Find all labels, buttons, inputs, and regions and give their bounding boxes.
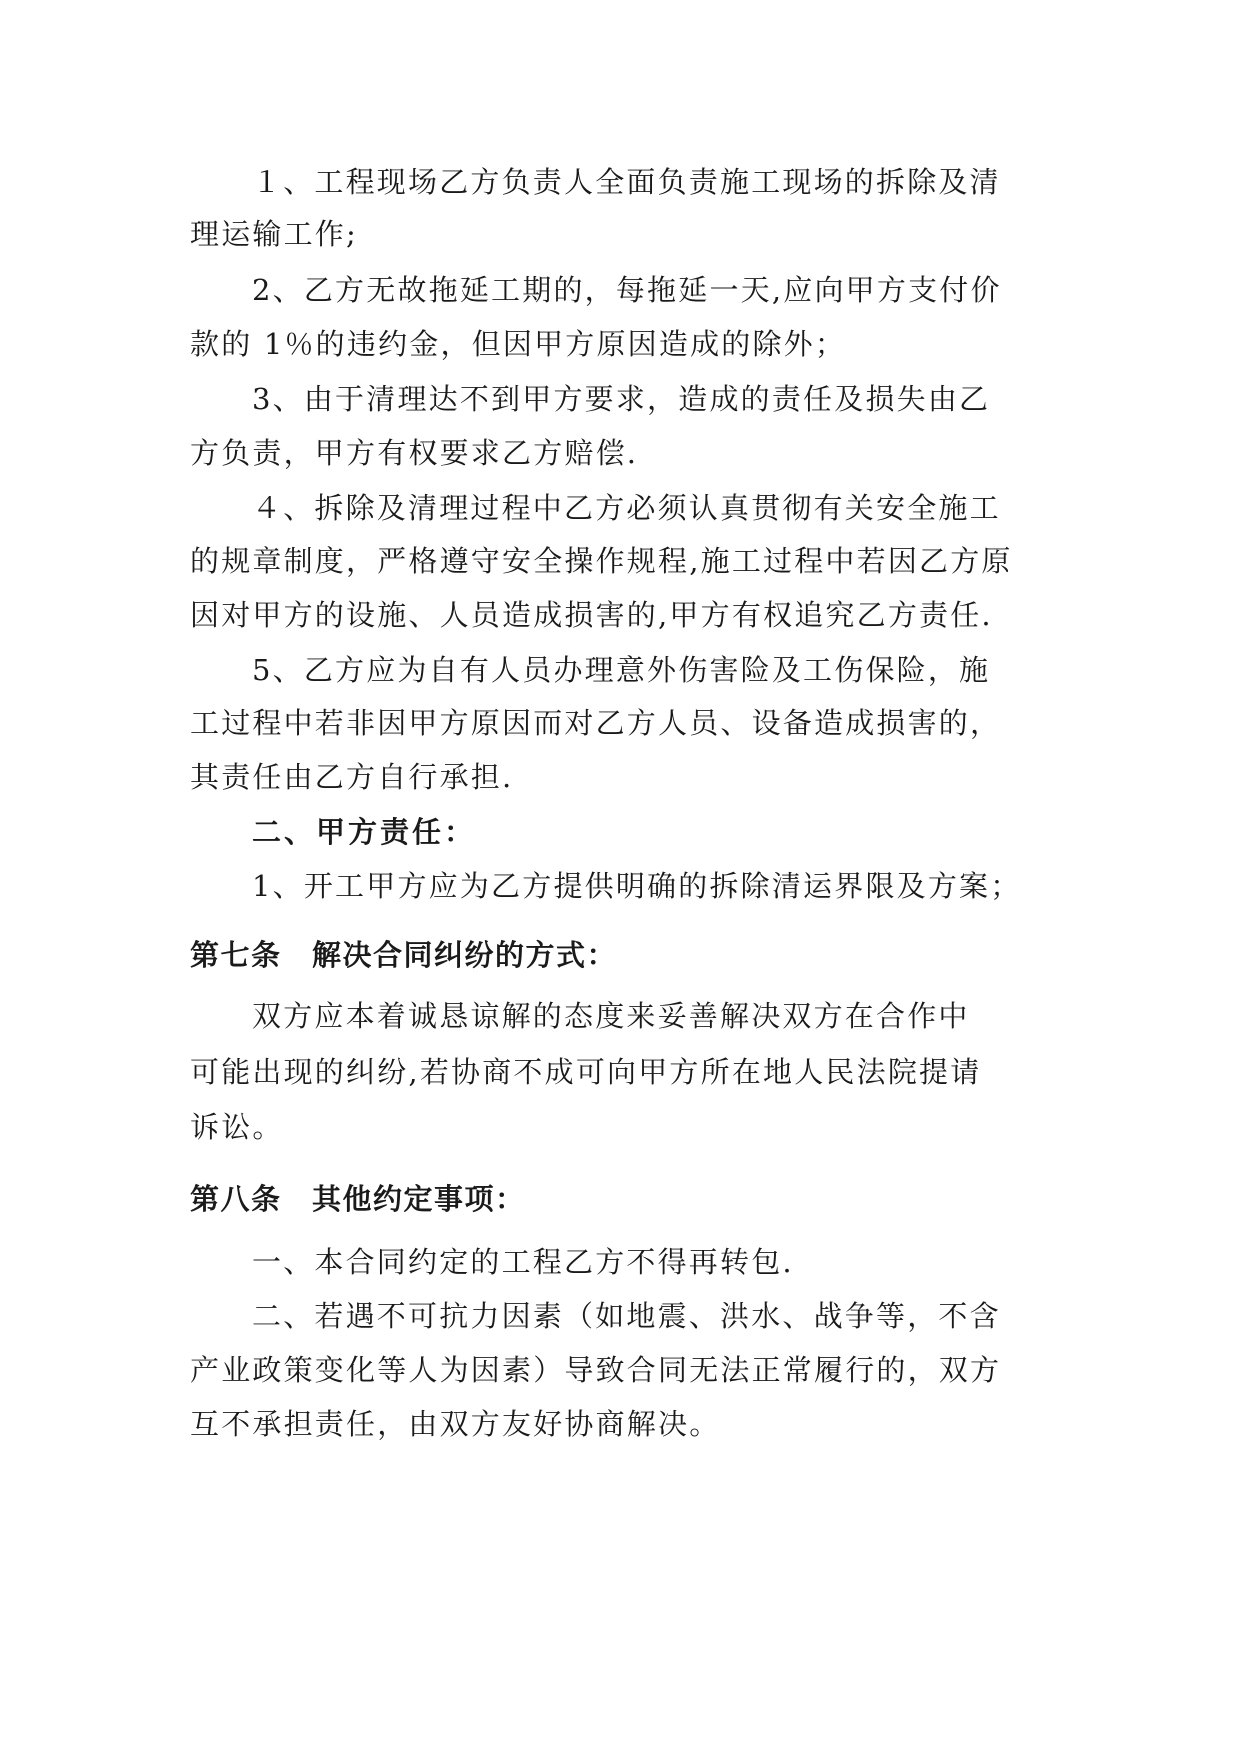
duty-b-item-1-line-1: １、工程现场乙方负责人全面负责施工现场的拆除及清 xyxy=(252,165,1001,199)
duty-b-item-5-line-2: 工过程中若非因甲方原因而对乙方人员、设备造成损害的， xyxy=(190,706,1002,740)
article-7-line-3: 诉讼。 xyxy=(190,1110,284,1144)
duty-b-item-2-line-1: 2、乙方无故拖延工期的，每拖延一天,应向甲方支付价 xyxy=(252,273,1002,307)
article-8-item-2-line-1: 二、若遇不可抗力因素（如地震、洪水、战争等，不含 xyxy=(252,1299,1001,1333)
article-7-line-2: 可能出现的纠纷,若协商不成可向甲方所在地人民法院提请 xyxy=(190,1055,982,1089)
duty-b-item-4-line-1: ４、拆除及清理过程中乙方必须认真贯彻有关安全施工 xyxy=(252,491,1001,525)
article-8-item-2-line-3: 互不承担责任，由双方友好协商解决。 xyxy=(190,1407,721,1441)
article-8-heading: 第八条 其他约定事项： xyxy=(190,1182,526,1216)
article-8-item-2-line-2: 产业政策变化等人为因素）导致合同无法正常履行的，双方 xyxy=(190,1353,1002,1387)
duty-b-item-4-line-2: 的规章制度，严格遵守安全操作规程,施工过程中若因乙方原 xyxy=(190,544,1013,578)
duty-b-item-5-line-1: 5、乙方应为自有人员办理意外伤害险及工伤保险，施 xyxy=(252,653,991,687)
duty-b-item-3-line-2: 方负责，甲方有权要求乙方赔偿. xyxy=(190,436,639,470)
duty-b-item-3-line-1: 3、由于清理达不到甲方要求，造成的责任及损失由乙 xyxy=(252,382,991,416)
duty-b-item-2-line-2: 款的 1％的违约金，但因甲方原因造成的除外； xyxy=(190,327,847,361)
duty-b-item-1-line-2: 理运输工作; xyxy=(190,217,358,251)
duty-b-item-4-line-3: 因对甲方的设施、人员造成损害的,甲方有权追究乙方责任. xyxy=(190,598,993,632)
article-7-line-1: 双方应本着诚恳谅解的态度来妥善解决双方在合作中 xyxy=(252,999,970,1033)
duty-a-heading: 二、甲方责任： xyxy=(252,815,477,849)
duty-b-item-5-line-3: 其责任由乙方自行承担. xyxy=(190,760,514,794)
article-7-heading: 第七条 解决合同纠纷的方式： xyxy=(190,938,618,972)
article-8-item-1: 一、本合同约定的工程乙方不得再转包. xyxy=(252,1245,794,1279)
duty-a-item-1: 1、开工甲方应为乙方提供明确的拆除清运界限及方案； xyxy=(252,869,1022,903)
